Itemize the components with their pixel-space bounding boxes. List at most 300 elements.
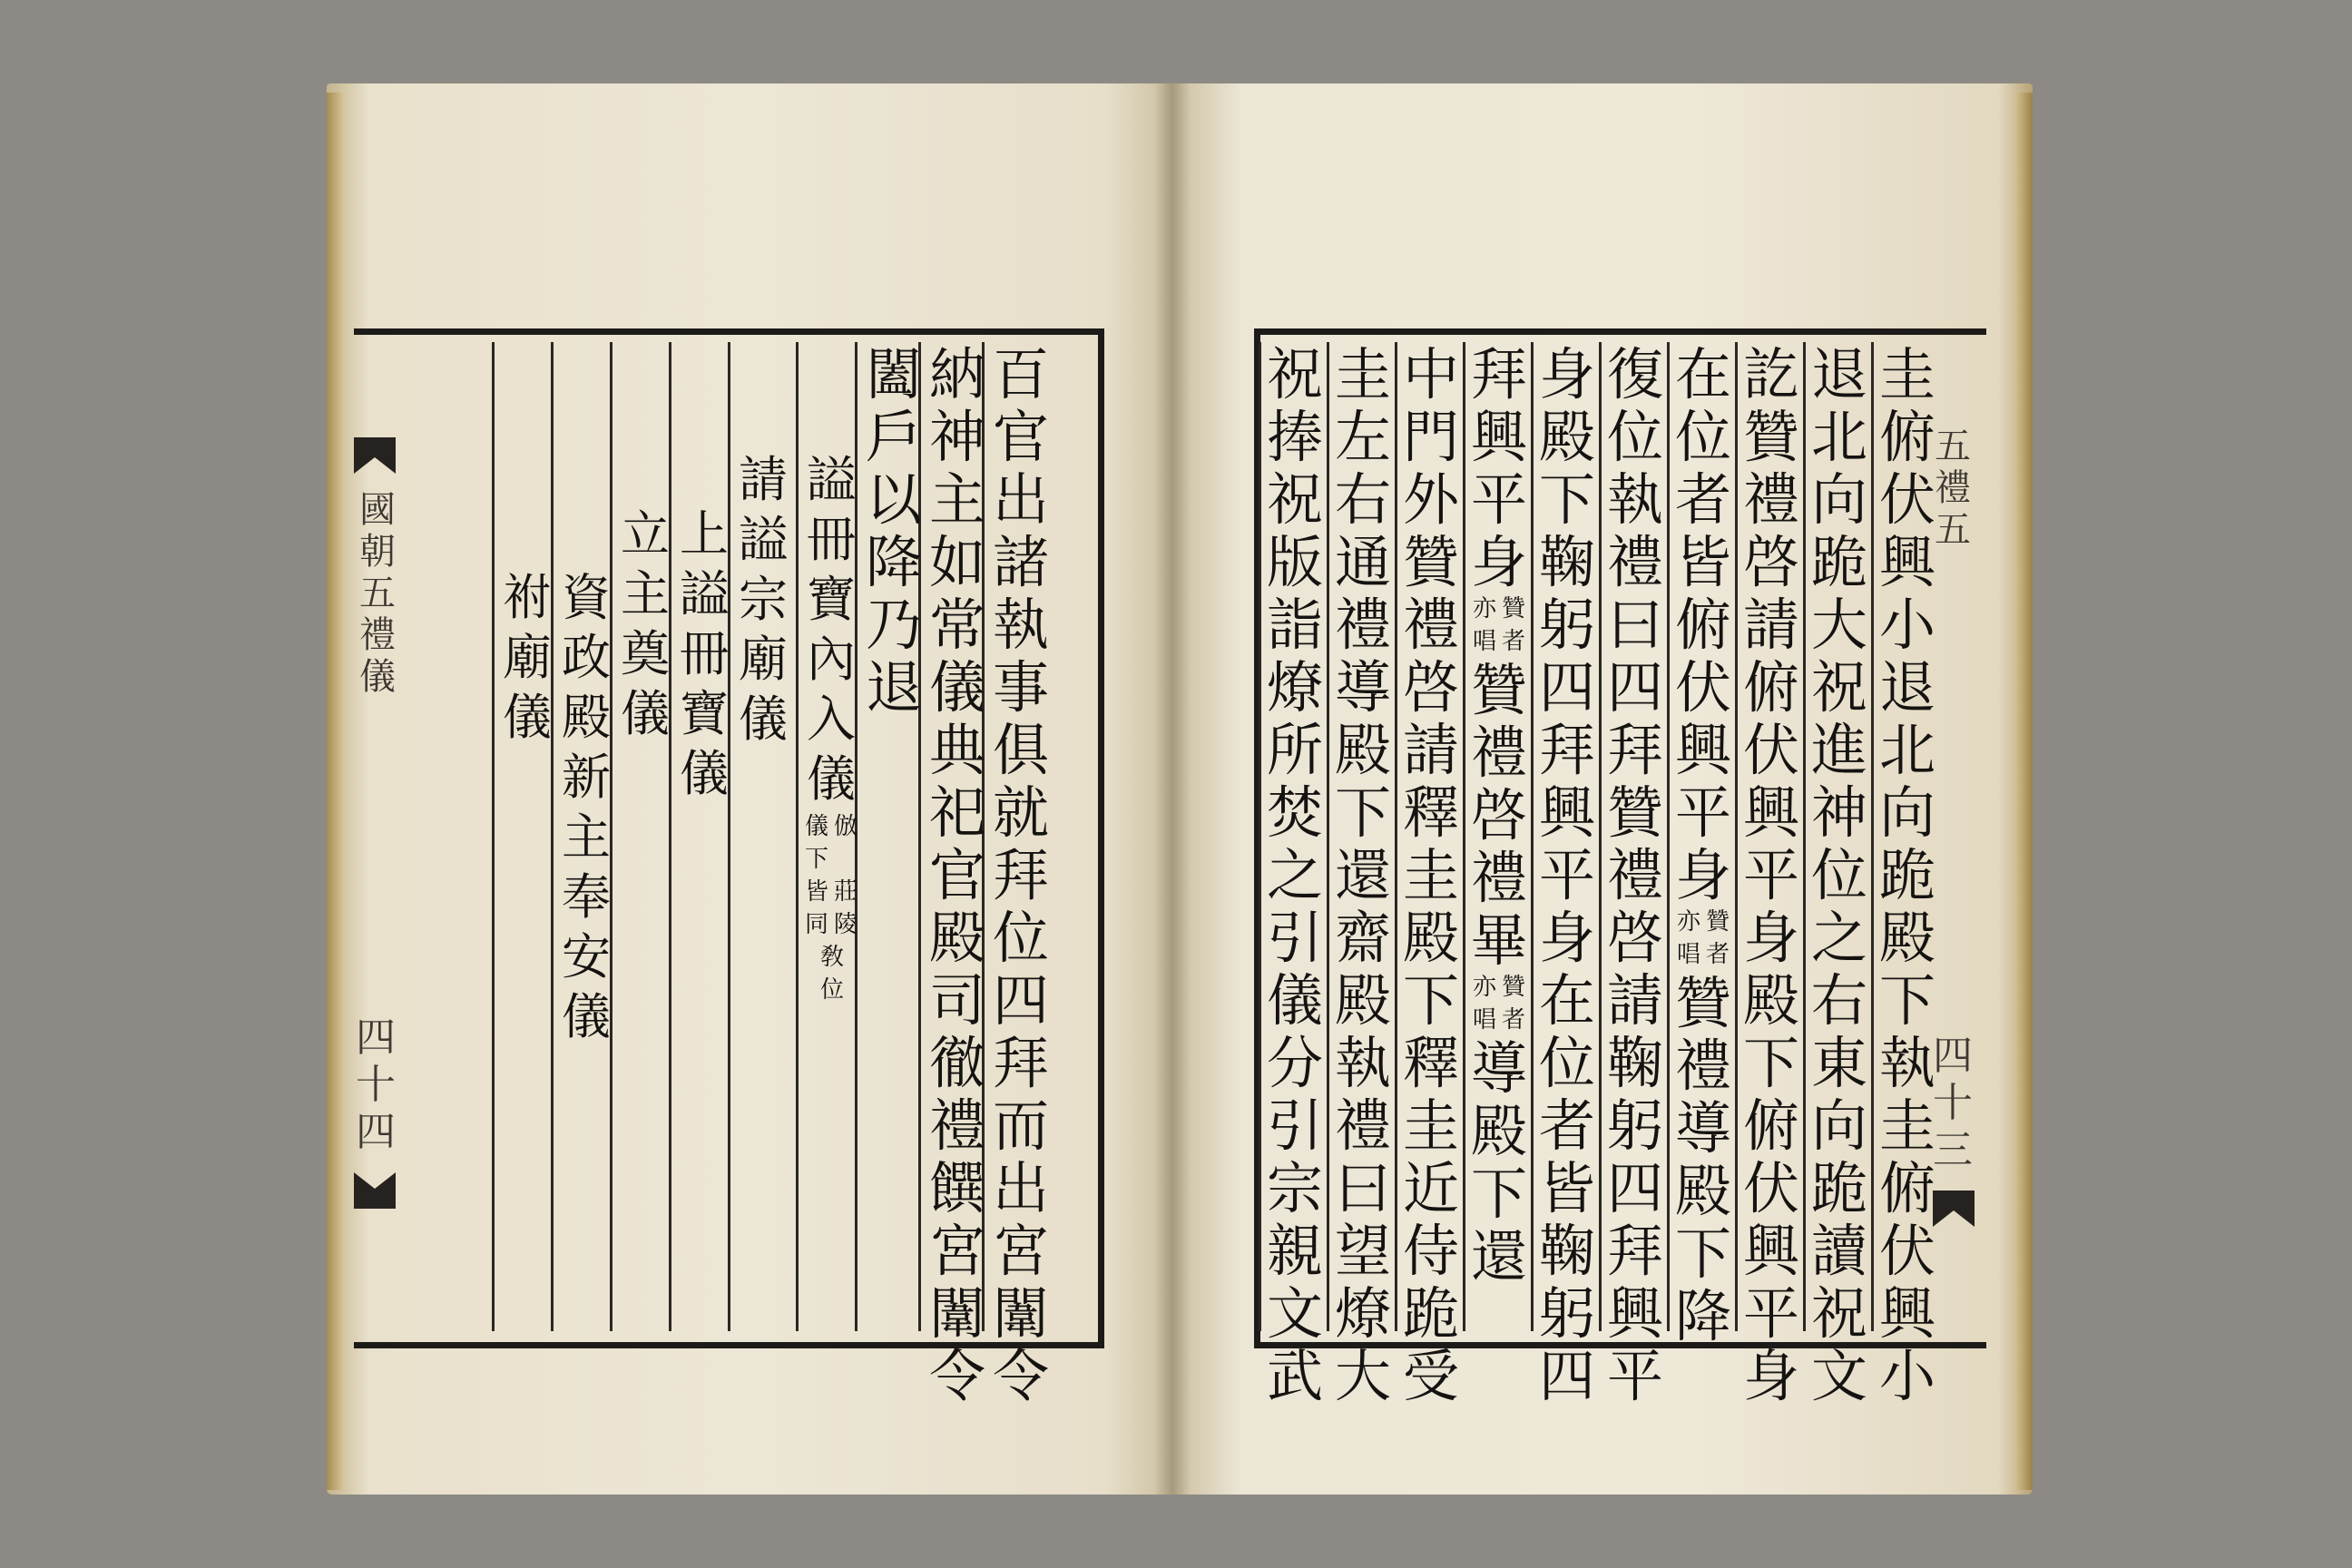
glyph: 禮 <box>1674 1033 1731 1099</box>
glyph: 小 <box>1878 592 1936 658</box>
glyph: 鞠 <box>1538 529 1595 595</box>
glyph: 伏 <box>1742 717 1799 783</box>
glyph: 主 <box>562 808 611 866</box>
glyph: 冊 <box>807 511 856 568</box>
glyph: 贊 <box>1705 908 1730 936</box>
interlinear-note <box>803 815 859 880</box>
glyph: 冊 <box>680 625 729 682</box>
glyph: 十 <box>356 1062 396 1108</box>
glyph: 位 <box>992 905 1049 971</box>
glyph: 俯 <box>1878 404 1936 470</box>
glyph: 躬 <box>1538 1280 1595 1347</box>
glyph: 寶 <box>680 685 729 742</box>
glyph: 四 <box>1538 1343 1595 1409</box>
note-subcolumn <box>1471 597 1498 662</box>
glyph: 伏 <box>1878 1218 1936 1284</box>
glyph: 燎 <box>1266 654 1323 720</box>
interlinear-note <box>803 880 859 946</box>
text-column <box>1603 341 1667 1411</box>
glyph: 皆 <box>1538 1155 1595 1221</box>
glyph: 祀 <box>928 779 985 846</box>
text-column <box>1808 341 1871 1411</box>
text-column <box>862 341 926 722</box>
glyph: 儀 <box>562 988 611 1045</box>
column-rule <box>796 342 799 1331</box>
glyph: 圭 <box>1334 341 1391 407</box>
column-rule <box>551 342 554 1331</box>
note-subcolumn <box>1675 910 1702 975</box>
glyph: 安 <box>562 928 611 985</box>
glyph: 大 <box>1810 592 1867 658</box>
glyph: 殿 <box>1742 967 1799 1034</box>
open-book <box>327 83 2033 1494</box>
glyph: 請 <box>739 451 788 508</box>
glyph: 所 <box>1266 717 1323 783</box>
glyph: 在 <box>1538 967 1595 1034</box>
glyph: 儀 <box>804 813 828 840</box>
note-subcolumn <box>803 880 830 946</box>
glyph: 拜 <box>992 1030 1049 1096</box>
glyph: 饌 <box>928 1155 985 1221</box>
glyph: 身 <box>1742 1343 1799 1409</box>
text-column <box>1467 341 1531 1291</box>
glyph: 者 <box>1538 1093 1595 1159</box>
column-rule <box>1667 342 1670 1331</box>
glyph: 殿 <box>1674 1158 1731 1224</box>
glyph: 啓 <box>1402 654 1459 720</box>
glyph: 跪 <box>1810 529 1867 595</box>
text-column <box>499 569 555 753</box>
glyph: 五 <box>1935 426 1971 467</box>
glyph: 廟 <box>503 629 552 686</box>
glyph: 向 <box>1810 1093 1867 1159</box>
glyph: 圭 <box>1402 842 1459 908</box>
glyph: 贊 <box>1501 974 1525 1001</box>
glyph: 者 <box>1501 628 1525 655</box>
glyph: 向 <box>1810 466 1867 533</box>
glyph: 躬 <box>1538 592 1595 658</box>
glyph: 祝 <box>1810 1280 1867 1347</box>
glyph: 者 <box>1674 466 1731 533</box>
glyph: 莊 <box>833 878 858 906</box>
left-page-number <box>354 1014 397 1160</box>
glyph: 奉 <box>562 868 611 926</box>
glyph: 內 <box>807 631 856 688</box>
glyph: 右 <box>1334 466 1391 533</box>
text-column <box>1399 341 1463 1411</box>
glyph: 戶 <box>865 404 922 470</box>
glyph: 圭 <box>1878 341 1936 407</box>
column-rule <box>1463 342 1465 1331</box>
glyph: 祝 <box>1266 341 1323 407</box>
left-center-title <box>358 489 397 701</box>
glyph: 導 <box>1334 654 1391 720</box>
glyph: 殿 <box>562 689 611 746</box>
glyph: 贊 <box>1742 404 1799 470</box>
glyph: 進 <box>1810 717 1867 783</box>
glyph: 闈 <box>928 1280 985 1347</box>
glyph: 四 <box>1933 1033 1973 1079</box>
glyph: 四 <box>356 1109 396 1155</box>
glyph: 贊 <box>1402 529 1459 595</box>
glyph: 釋 <box>1402 1030 1459 1096</box>
glyph: 文 <box>1266 1280 1323 1347</box>
glyph: 儀 <box>621 685 670 742</box>
glyph: 贊 <box>1501 595 1525 622</box>
glyph: 四 <box>1538 654 1595 720</box>
glyph: 禮 <box>1334 592 1391 658</box>
glyph: 皆 <box>804 878 828 906</box>
glyph: 謚 <box>739 511 788 568</box>
glyph: 興 <box>1470 404 1527 470</box>
glyph: 儀 <box>359 656 396 698</box>
glyph: 位 <box>819 976 844 1004</box>
glyph: 復 <box>1606 341 1663 407</box>
text-column <box>735 451 791 755</box>
glyph: 分 <box>1266 1030 1323 1096</box>
glyph: 引 <box>1266 905 1323 971</box>
interlinear-note <box>1471 597 1527 662</box>
glyph: 政 <box>562 629 611 686</box>
glyph: 身 <box>1470 529 1527 595</box>
glyph: 神 <box>1810 779 1867 846</box>
glyph: 事 <box>992 654 1049 720</box>
glyph: 殿 <box>1538 404 1595 470</box>
glyph: 國 <box>359 489 396 531</box>
glyph: 官 <box>928 842 985 908</box>
glyph: 五 <box>359 573 396 614</box>
glyph: 四 <box>992 967 1049 1034</box>
note-subcolumn <box>1471 975 1498 1041</box>
glyph: 之 <box>1266 842 1323 908</box>
glyph: 東 <box>1810 1030 1867 1096</box>
glyph: 納 <box>928 341 985 407</box>
glyph: 伏 <box>1742 1155 1799 1221</box>
glyph: 興 <box>1538 779 1595 846</box>
glyph: 禮 <box>1935 467 1971 509</box>
glyph: 位 <box>1810 842 1867 908</box>
glyph: 齋 <box>1334 905 1391 971</box>
glyph: 拜 <box>1606 717 1663 783</box>
column-rule <box>1871 342 1874 1331</box>
column-rule <box>1259 342 1261 1331</box>
glyph: 鞠 <box>1538 1218 1595 1284</box>
glyph: 百 <box>992 341 1049 407</box>
glyph: 退 <box>865 654 922 720</box>
text-column <box>1876 341 1939 1411</box>
column-rule <box>492 342 495 1331</box>
glyph: 贊 <box>1606 779 1663 846</box>
glyph: 陵 <box>833 911 858 938</box>
column-rule <box>1735 342 1738 1331</box>
interlinear-note <box>817 946 846 1011</box>
glyph: 拜 <box>1606 1218 1663 1284</box>
text-column <box>989 341 1053 1411</box>
glyph: 通 <box>1334 529 1391 595</box>
glyph: 殿 <box>1402 905 1459 971</box>
note-subcolumn <box>803 815 830 880</box>
glyph: 司 <box>928 967 985 1034</box>
glyph: 唱 <box>1472 628 1496 655</box>
glyph: 禮 <box>1606 529 1663 595</box>
glyph: 跪 <box>1402 1280 1459 1347</box>
glyph: 祔 <box>503 569 552 626</box>
glyph: 位 <box>1538 1030 1595 1096</box>
interlinear-note <box>1471 975 1527 1041</box>
glyph: 引 <box>1266 1093 1323 1159</box>
glyph: 典 <box>928 717 985 783</box>
glyph: 退 <box>1810 341 1867 407</box>
glyph: 同 <box>804 911 828 938</box>
glyph: 宮 <box>928 1218 985 1284</box>
glyph: 俯 <box>1674 592 1731 658</box>
glyph: 跪 <box>1810 1155 1867 1221</box>
glyph: 者 <box>1705 941 1730 968</box>
glyph: 禮 <box>1470 720 1527 786</box>
note-subcolumn <box>832 815 859 880</box>
glyph: 曰 <box>1334 1155 1391 1221</box>
glyph: 廟 <box>739 631 788 688</box>
glyph: 近 <box>1402 1155 1459 1221</box>
glyph: 圭 <box>1402 1093 1459 1159</box>
glyph: 儀 <box>807 750 856 808</box>
glyph: 上 <box>680 505 729 563</box>
column-rule <box>1327 342 1329 1331</box>
glyph: 四 <box>1606 654 1663 720</box>
column-rule <box>1803 342 1806 1331</box>
glyph: 倣 <box>833 813 858 840</box>
column-rule <box>1395 342 1397 1331</box>
glyph: 禮 <box>1402 592 1459 658</box>
glyph: 禮 <box>1334 1093 1391 1159</box>
column-rule <box>728 342 730 1331</box>
glyph: 奠 <box>621 625 670 682</box>
glyph: 下 <box>1334 779 1391 846</box>
glyph: 資 <box>562 569 611 626</box>
glyph: 唱 <box>1472 1006 1496 1034</box>
glyph: 四 <box>1606 1155 1663 1221</box>
glyph: 文 <box>1810 1343 1867 1409</box>
glyph: 興 <box>1878 1280 1936 1347</box>
glyph: 興 <box>1606 1280 1663 1347</box>
note-subcolumn <box>1704 910 1731 975</box>
glyph: 啓 <box>1742 529 1799 595</box>
note-subcolumn <box>818 946 846 1011</box>
glyph: 降 <box>1674 1283 1731 1349</box>
glyph: 贊 <box>1470 657 1527 723</box>
glyph: 禮 <box>359 614 396 656</box>
glyph: 出 <box>992 1155 1049 1221</box>
glyph: 十 <box>1933 1080 1973 1126</box>
column-rule <box>669 342 671 1331</box>
glyph: 贊 <box>1674 970 1731 1036</box>
glyph: 曰 <box>1606 592 1663 658</box>
glyph: 平 <box>1742 1280 1799 1347</box>
glyph: 如 <box>928 529 985 595</box>
glyph: 身 <box>1742 905 1799 971</box>
glyph: 導 <box>1470 1035 1527 1102</box>
text-column <box>558 569 614 1053</box>
glyph: 就 <box>992 779 1049 846</box>
glyph: 諸 <box>992 529 1049 595</box>
glyph: 拜 <box>1470 341 1527 407</box>
glyph: 唱 <box>1676 941 1700 968</box>
glyph: 徹 <box>928 1030 985 1096</box>
glyph: 導 <box>1674 1095 1731 1161</box>
glyph: 伏 <box>1674 654 1731 720</box>
glyph: 降 <box>865 529 922 595</box>
glyph: 謚 <box>807 451 856 508</box>
text-column <box>926 341 989 1411</box>
text-column <box>1263 341 1327 1411</box>
glyph: 位 <box>1674 404 1731 470</box>
left-page <box>327 83 1172 1494</box>
glyph: 殿 <box>1470 1098 1527 1164</box>
glyph: 令 <box>992 1343 1049 1409</box>
glyph: 常 <box>928 592 985 658</box>
glyph: 新 <box>562 749 611 806</box>
glyph: 朝 <box>359 531 396 573</box>
glyph: 闔 <box>865 341 922 407</box>
glyph: 下 <box>1674 1220 1731 1287</box>
glyph: 寶 <box>807 571 856 628</box>
glyph: 俱 <box>992 717 1049 783</box>
glyph: 下 <box>1538 466 1595 533</box>
glyph: 之 <box>1810 905 1867 971</box>
glyph: 祝 <box>1810 654 1867 720</box>
glyph: 請 <box>1606 967 1663 1034</box>
glyph: 望 <box>1334 1218 1391 1284</box>
glyph: 執 <box>1878 1030 1936 1096</box>
book-gutter <box>1154 83 1191 1494</box>
glyph: 伏 <box>1878 466 1936 533</box>
glyph: 在 <box>1674 341 1731 407</box>
glyph: 官 <box>992 404 1049 470</box>
glyph: 儀 <box>928 654 985 720</box>
glyph: 神 <box>928 404 985 470</box>
glyph: 敎 <box>819 944 844 971</box>
glyph: 出 <box>992 466 1049 533</box>
text-column <box>803 451 859 1011</box>
glyph: 身 <box>1538 341 1595 407</box>
glyph: 三 <box>1933 1127 1973 1173</box>
glyph: 亦 <box>1472 974 1496 1001</box>
glyph: 訖 <box>1742 341 1799 407</box>
right-page-edge <box>2014 93 2033 1490</box>
glyph: 俯 <box>1742 654 1799 720</box>
glyph: 平 <box>1606 1343 1663 1409</box>
interlinear-note <box>1675 910 1731 975</box>
glyph: 者 <box>1501 1006 1525 1034</box>
glyph: 興 <box>1742 1218 1799 1284</box>
glyph: 焚 <box>1266 779 1323 846</box>
glyph: 執 <box>1334 1030 1391 1096</box>
note-subcolumn <box>1500 975 1527 1041</box>
glyph: 燎 <box>1334 1280 1391 1347</box>
glyph: 拜 <box>992 842 1049 908</box>
glyph: 乃 <box>865 592 922 658</box>
glyph: 俯 <box>1742 1093 1799 1159</box>
glyph: 下 <box>1402 967 1459 1034</box>
glyph: 侍 <box>1402 1218 1459 1284</box>
glyph: 興 <box>1742 779 1799 846</box>
glyph: 五 <box>1935 509 1971 551</box>
glyph: 儀 <box>680 745 729 802</box>
glyph: 興 <box>1674 717 1731 783</box>
glyph: 武 <box>1266 1343 1323 1409</box>
glyph: 外 <box>1402 466 1459 533</box>
glyph: 四 <box>356 1014 396 1061</box>
glyph: 下 <box>804 846 828 873</box>
glyph: 平 <box>1538 842 1595 908</box>
glyph: 受 <box>1402 1343 1459 1409</box>
glyph: 詣 <box>1266 592 1323 658</box>
glyph: 殿 <box>1334 717 1391 783</box>
glyph: 宗 <box>739 571 788 628</box>
glyph: 殿 <box>1878 905 1936 971</box>
glyph: 拜 <box>1538 717 1595 783</box>
glyph: 版 <box>1266 529 1323 595</box>
glyph: 祝 <box>1266 466 1323 533</box>
glyph: 向 <box>1878 779 1936 846</box>
glyph: 令 <box>928 1343 985 1409</box>
glyph: 執 <box>1606 466 1663 533</box>
glyph: 平 <box>1742 842 1799 908</box>
glyph: 殿 <box>1334 967 1391 1034</box>
glyph: 退 <box>1878 654 1936 720</box>
glyph: 興 <box>1878 529 1936 595</box>
glyph: 禮 <box>1470 845 1527 911</box>
column-rule <box>1599 342 1602 1331</box>
glyph: 亦 <box>1676 908 1700 936</box>
glyph: 宮 <box>992 1218 1049 1284</box>
text-column <box>1671 341 1735 1351</box>
glyph: 以 <box>865 466 922 533</box>
glyph: 還 <box>1470 1223 1527 1289</box>
glyph: 平 <box>1470 466 1527 533</box>
glyph: 亦 <box>1472 595 1496 622</box>
glyph: 下 <box>1878 967 1936 1034</box>
glyph: 小 <box>1878 1343 1936 1409</box>
glyph: 北 <box>1810 404 1867 470</box>
glyph: 闈 <box>992 1280 1049 1347</box>
glyph: 平 <box>1674 779 1731 846</box>
glyph: 謚 <box>680 565 729 622</box>
note-subcolumn <box>832 880 859 946</box>
glyph: 請 <box>1402 717 1459 783</box>
text-column <box>1740 341 1803 1411</box>
glyph: 殿 <box>928 905 985 971</box>
glyph: 跪 <box>1878 842 1936 908</box>
glyph: 主 <box>621 565 670 622</box>
glyph: 親 <box>1266 1218 1323 1284</box>
glyph: 啓 <box>1606 905 1663 971</box>
glyph: 捧 <box>1266 404 1323 470</box>
glyph: 主 <box>928 466 985 533</box>
glyph: 身 <box>1674 842 1731 908</box>
text-column <box>1331 341 1395 1411</box>
glyph: 俯 <box>1878 1155 1936 1221</box>
glyph: 畢 <box>1470 907 1527 974</box>
note-subcolumn <box>1500 597 1527 662</box>
glyph: 啓 <box>1470 782 1527 848</box>
glyph: 大 <box>1334 1343 1391 1409</box>
glyph: 立 <box>621 505 670 563</box>
glyph: 儀 <box>1266 967 1323 1034</box>
glyph: 躬 <box>1606 1093 1663 1159</box>
left-page-edge <box>327 93 343 1490</box>
glyph: 下 <box>1470 1161 1527 1227</box>
